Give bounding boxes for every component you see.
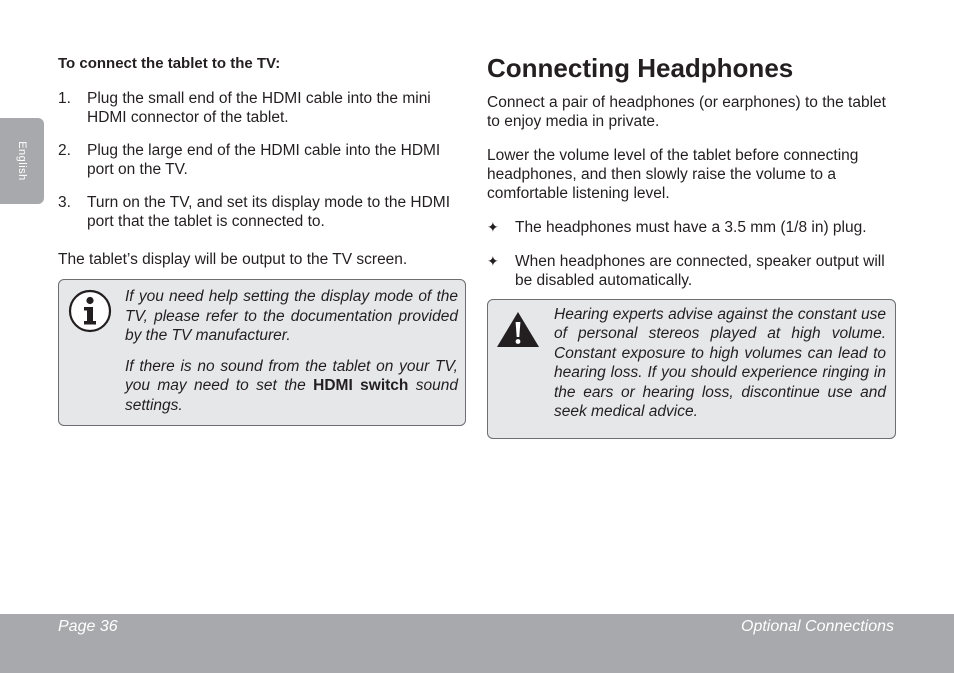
left-column <box>58 54 468 284</box>
language-tab <box>0 118 44 204</box>
step-item <box>58 141 468 179</box>
note-text-before: If there is no sound from the tablet on your TV, you may need to set the <box>125 357 458 394</box>
volume-paragraph: Lower the volume level of the tablet before connecting headphones, and then slowly raise the volume to a comfortable listening level. <box>487 147 859 202</box>
step-number: 3. <box>58 194 71 211</box>
steps-list <box>58 89 468 231</box>
page-title: Connecting Headphones <box>487 53 794 83</box>
info-note-box <box>58 279 466 426</box>
section-subheading: To connect the tablet to the TV: <box>58 55 281 72</box>
info-note-text <box>125 287 458 426</box>
right-column <box>487 52 897 305</box>
tip-item <box>487 252 897 290</box>
step-text: Plug the large end of the HDMI cable into the HDMI port on the TV. <box>87 142 441 178</box>
step-text: Plug the small end of the HDMI cable into the mini HDMI connector of the tablet. <box>87 90 431 126</box>
page-footer <box>0 614 954 673</box>
output-paragraph: The tablet’s display will be output to the TV screen. <box>58 251 408 268</box>
note-paragraph-2 <box>125 357 458 416</box>
intro-paragraph: Connect a pair of headphones (or earphones) to the tablet to enjoy media in private. <box>487 94 886 130</box>
language-tab-label: English <box>16 141 28 181</box>
tip-item <box>487 218 897 237</box>
step-number: 1. <box>58 90 71 107</box>
tips-list <box>487 218 897 290</box>
warning-text: Hearing experts advise against the constant use of personal stereos played at high volume. Constant exposure to high volumes can lead to hearing loss. If you should experience ringing in the ears or hearing loss, discontinue use and seek medical advice. <box>554 306 886 421</box>
tip-text: When headphones are connected, speaker output will be disabled automatically. <box>515 253 885 289</box>
note-paragraph-1: If you need help setting the display mode of the TV, please refer to the documentation provided by the TV manufacturer. <box>125 288 458 344</box>
note-text-after: sound settings. <box>125 377 458 414</box>
tip-text: The headphones must have a 3.5 mm (1/8 in) plug. <box>515 219 867 236</box>
star-bullet-icon: ✦ <box>487 219 499 235</box>
hdmi-switch-label: HDMI switch <box>313 377 409 394</box>
section-name: Optional Connections <box>741 618 894 635</box>
step-text: Turn on the TV, and set its display mode to the HDMI port that the tablet is connected to. <box>87 194 451 230</box>
step-item <box>58 89 468 127</box>
step-number: 2. <box>58 142 71 159</box>
page-number: Page 36 <box>58 618 118 635</box>
warning-box <box>487 299 896 439</box>
star-bullet-icon: ✦ <box>487 253 499 269</box>
warning-icon <box>496 310 540 348</box>
step-item <box>58 193 468 231</box>
info-icon <box>68 289 112 333</box>
